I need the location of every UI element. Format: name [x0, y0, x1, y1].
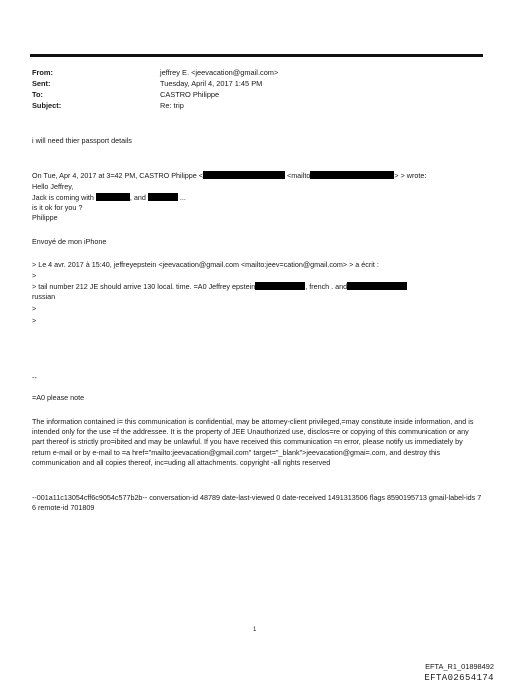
- hello-line: Hello Jeffrey,: [32, 182, 74, 191]
- disclaimer-paragraph: The information contained i= this communication is confidential, may be attorney-client privileged,=may constitute inside information, and is intended only for the use =f the addressee. It is the property of JEE Unauthorized use, disclos=re or copying of this communication or any part thereof is strictly pro=ibited and may be unlawful. If you have received this communication =n error, please notify us immediately by return e-mail or by e-mail to =a href="mailto:jeevacation@gmail.com" target="_blank">jeevacation@gmai=.com, and destroy this communication and all copies thereof, inc=uding all attachments. copyright -all rights reserved: [32, 417, 474, 467]
- subject-label: Subject:: [32, 101, 62, 110]
- tail-prefix: > tail number 212 JE should arrive 130 local. time. =A0 Jeffrey epstein: [32, 282, 256, 291]
- redaction-box: [203, 171, 285, 179]
- jack-suffix: ...: [179, 193, 186, 202]
- quote-marker: >: [32, 304, 37, 313]
- quote-wrote: > > wrote:: [394, 171, 427, 180]
- from-label: From:: [32, 68, 53, 77]
- redaction-box: [310, 171, 394, 179]
- sent-from-line: Envoyé de mon iPhone: [32, 237, 107, 246]
- jack-prefix: Jack is coming with: [32, 193, 94, 202]
- quote-header: [32, 171, 426, 181]
- sent-label: Sent:: [32, 79, 51, 88]
- redaction-box: [96, 193, 130, 201]
- quote-marker: >: [32, 271, 37, 280]
- redaction-box: [347, 282, 407, 290]
- signature-separator: --: [32, 373, 37, 382]
- subject-value: Re: trip: [160, 101, 184, 110]
- tail-line: [32, 282, 407, 292]
- to-value: CASTRO Philippe: [160, 90, 220, 99]
- quoted-header: > Le 4 avr. 2017 à 15:40, jeffreyepstein <jeevacation@gmail.com <mailto:jeev=cation@gmail.com> > a écrit :: [32, 260, 379, 269]
- bates-id-2: EFTA02654174: [424, 673, 494, 683]
- redaction-box: [148, 193, 178, 201]
- jack-and: , and: [129, 193, 146, 202]
- redaction-box: [255, 282, 305, 290]
- from-value: jeffrey E. <jeevacation@gmail.com>: [160, 68, 279, 77]
- message-metadata: --001a11c13054cff6c9054c577b2b-- conversation-id 48789 date-last-viewed 0 date-received 1491313506 flags 8590195713 gmail-label-ids 7 6 remote-id 701809: [32, 493, 482, 513]
- sent-value: Tuesday, April 4, 2017 1:45 PM: [160, 79, 263, 88]
- to-label: To:: [32, 90, 43, 99]
- russian-line: russian: [32, 292, 56, 301]
- jack-line: [32, 193, 186, 203]
- ok-line: is it ok for you ?: [32, 203, 83, 212]
- page-number: 1: [253, 627, 257, 633]
- reply-line: i will need thier passport details: [32, 136, 132, 145]
- quote-prefix: On Tue, Apr 4, 2017 at 3=42 PM, CASTRO Philippe <: [32, 171, 203, 180]
- header-rule: [30, 54, 483, 57]
- quote-mailto: <mailto: [287, 171, 311, 180]
- signature: Philippe: [32, 213, 58, 222]
- quote-marker: >: [32, 316, 37, 325]
- please-note: =A0 please note: [32, 393, 85, 402]
- tail-mid: , french . and: [305, 282, 348, 291]
- bates-id-1: EFTA_R1_01898492: [425, 662, 494, 671]
